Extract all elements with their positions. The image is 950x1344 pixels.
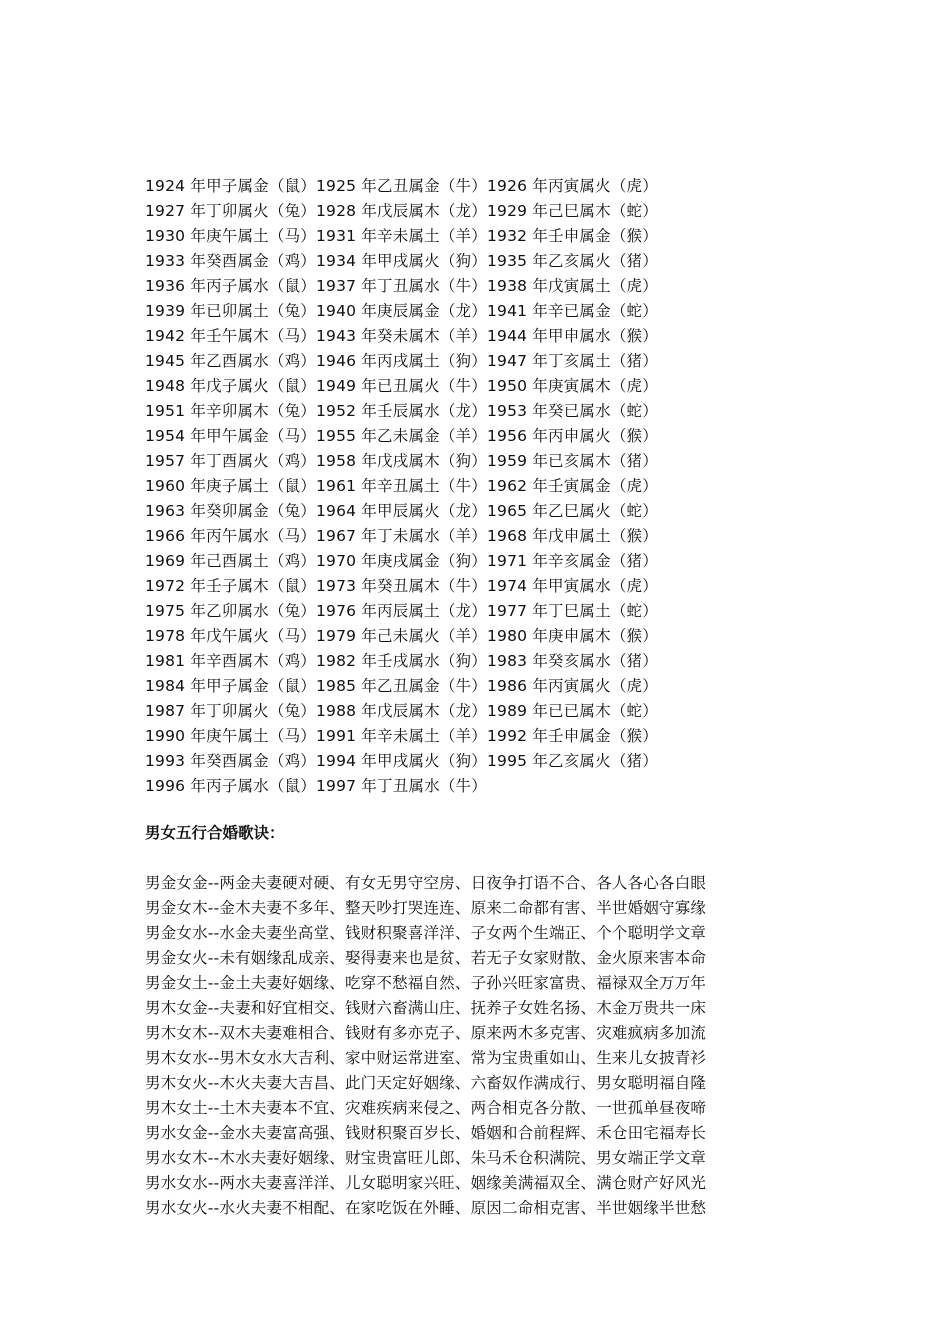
song-line: 男金女土--金土夫妻好姻缘、吃穿不愁福自然、子孙兴旺家富贵、福禄双全万万年 xyxy=(145,974,707,992)
year-line: 1963 年癸卯属金（兔）1964 年甲辰属火（龙）1965 年乙巳属火（蛇） xyxy=(145,502,658,520)
song-line: 男木女火--木火夫妻大吉昌、此门天定好姻缘、六畜奴作满成行、男女聪明福自隆 xyxy=(145,1074,707,1092)
year-line: 1933 年癸酉属金（鸡）1934 年甲戌属火（狗）1935 年乙亥属火（猪） xyxy=(145,252,658,270)
year-line: 1969 年己酉属土（鸡）1970 年庚戌属金（狗）1971 年辛亥属金（猪） xyxy=(145,552,658,570)
song-line: 男木女土--土木夫妻本不宜、灾难疾病来侵之、两合相克各分散、一世孤单昼夜啼 xyxy=(145,1099,707,1117)
year-line: 1972 年壬子属木（鼠）1973 年癸丑属木（牛）1974 年甲寅属水（虎） xyxy=(145,577,658,595)
song-line: 男木女水--男木女水大吉利、家中财运常进室、常为宝贵重如山、生来儿女披青衫 xyxy=(145,1049,707,1067)
song-line: 男金女水--水金夫妻坐高堂、钱财积聚喜洋洋、子女两个生端正、个个聪明学文章 xyxy=(145,924,707,942)
year-line: 1960 年庚子属土（鼠）1961 年辛丑属土（牛）1962 年壬寅属金（虎） xyxy=(145,477,658,495)
song-line: 男木女木--双木夫妻难相合、钱财有多亦克子、原来两木多克害、灾难疯病多加流 xyxy=(145,1024,707,1042)
song-line: 男水女水--两水夫妻喜洋洋、儿女聪明家兴旺、姻缘美满福双全、满仓财产好风光 xyxy=(145,1174,707,1192)
song-line: 男金女木--金木夫妻不多年、整天吵打哭连连、原来二命都有害、半世婚姻守寡缘 xyxy=(145,899,707,917)
section-title: 男女五行合婚歌诀： xyxy=(145,824,285,842)
year-line: 1957 年丁酉属火（鸡）1958 年戊戌属木（狗）1959 年已亥属木（猪） xyxy=(145,452,658,470)
song-line: 男水女金--金水夫妻富高强、钱财积聚百岁长、婚姻和合前程辉、禾仓田宅福寿长 xyxy=(145,1124,707,1142)
marriage-song-list xyxy=(145,871,845,1221)
year-line: 1987 年丁卯属火（兔）1988 年戊辰属木（龙）1989 年已已属木（蛇） xyxy=(145,702,658,720)
year-line: 1990 年庚午属土（马）1991 年辛未属土（羊）1992 年壬申属金（猴） xyxy=(145,727,658,745)
year-line: 1993 年癸酉属金（鸡）1994 年甲戌属火（狗）1995 年乙亥属火（猪） xyxy=(145,752,658,770)
song-line: 男水女木--木水夫妻好姻缘、财宝贵富旺儿郎、朱马禾仓积满院、男女端正学文章 xyxy=(145,1149,707,1167)
zodiac-year-list xyxy=(145,174,845,799)
song-line: 男水女火--水火夫妻不相配、在家吃饭在外睡、原因二命相克害、半世姻缘半世愁 xyxy=(145,1199,707,1217)
year-line: 1927 年丁卯属火（兔）1928 年戊辰属木（龙）1929 年己巳属木（蛇） xyxy=(145,202,658,220)
year-line: 1936 年丙子属水（鼠）1937 年丁丑属水（牛）1938 年戊寅属土（虎） xyxy=(145,277,658,295)
year-line: 1981 年辛酉属木（鸡）1982 年壬戌属水（狗）1983 年癸亥属水（猪） xyxy=(145,652,658,670)
year-line: 1945 年乙酉属水（鸡）1946 年丙戌属土（狗）1947 年丁亥属土（猪） xyxy=(145,352,658,370)
year-line: 1924 年甲子属金（鼠）1925 年乙丑属金（牛）1926 年丙寅属火（虎） xyxy=(145,177,658,195)
year-line: 1996 年丙子属水（鼠）1997 年丁丑属水（牛） xyxy=(145,777,487,795)
year-line: 1975 年乙卯属水（兔）1976 年丙辰属土（龙）1977 年丁巳属土（蛇） xyxy=(145,602,658,620)
song-line: 男金女金--两金夫妻硬对硬、有女无男守空房、日夜争打语不合、各人各心各白眼 xyxy=(145,874,707,892)
year-line: 1966 年丙午属水（马）1967 年丁未属水（羊）1968 年戊申属土（猴） xyxy=(145,527,658,545)
song-line: 男木女金--夫妻和好宜相交、钱财六畜满山庄、抚养子女姓名扬、木金万贵共一床 xyxy=(145,999,707,1017)
year-line: 1954 年甲午属金（马）1955 年乙未属金（羊）1956 年丙申属火（猴） xyxy=(145,427,658,445)
year-line: 1978 年戊午属火（马）1979 年己未属火（羊）1980 年庚申属木（猴） xyxy=(145,627,658,645)
year-line: 1942 年壬午属木（马）1943 年癸未属木（羊）1944 年甲申属水（猴） xyxy=(145,327,658,345)
year-line: 1930 年庚午属土（马）1931 年辛未属土（羊）1932 年壬申属金（猴） xyxy=(145,227,658,245)
year-line: 1951 年辛卯属木（兔）1952 年壬辰属水（龙）1953 年癸已属水（蛇） xyxy=(145,402,658,420)
song-line: 男金女火--未有姻缘乱成亲、娶得妻来也是贫、若无子女家财散、金火原来害本命 xyxy=(145,949,707,967)
year-line: 1948 年戊子属火（鼠）1949 年已丑属火（牛）1950 年庚寅属木（虎） xyxy=(145,377,658,395)
year-line: 1984 年甲子属金（鼠）1985 年乙丑属金（牛）1986 年丙寅属火（虎） xyxy=(145,677,658,695)
year-line: 1939 年已卯属土（兔）1940 年庚辰属金（龙）1941 年辛已属金（蛇） xyxy=(145,302,658,320)
